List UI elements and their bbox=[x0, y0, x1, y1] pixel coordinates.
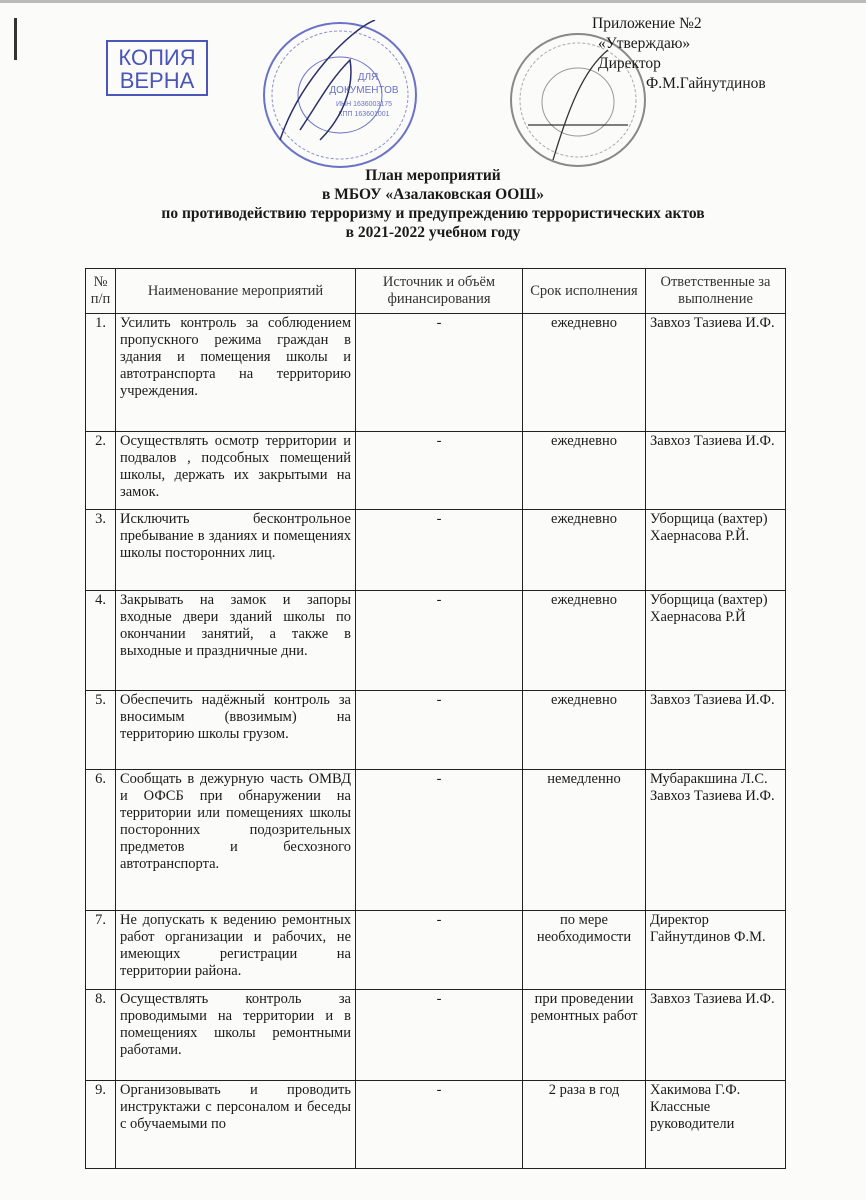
funding-source: - bbox=[356, 432, 523, 510]
deadline: ежедневно bbox=[523, 591, 646, 691]
table-row bbox=[86, 432, 786, 510]
row-number: 4. bbox=[86, 591, 116, 691]
title-line: по противодействию терроризму и предупреждению террористических актов bbox=[161, 205, 705, 222]
header-funding: Источник и объём финансирования bbox=[356, 269, 523, 314]
row-number: 5. bbox=[86, 691, 116, 770]
stamp-text: ВЕРНА bbox=[119, 68, 195, 93]
responsible-person: Завхоз Тазиева И.Ф. bbox=[646, 691, 786, 770]
measure-name: Обеспечить надёжный контроль за вносимым (ввозимым) на территорию школы грузом. bbox=[116, 691, 356, 770]
svg-text:КПП 163601001: КПП 163601001 bbox=[338, 111, 390, 118]
deadline: 2 раза в год bbox=[523, 1081, 646, 1169]
measure-name: Организовывать и проводить инструктажи с персоналом и беседы с обучаемыми по bbox=[116, 1081, 356, 1169]
table-row bbox=[86, 591, 786, 691]
header-name: Наименование мероприятий bbox=[116, 269, 356, 314]
measure-name: Осуществлять контроль за проводимыми на территории и в помещениях школы ремонтными работами. bbox=[116, 990, 356, 1081]
funding-source: - bbox=[356, 314, 523, 432]
svg-text:ИНН 1636003175: ИНН 1636003175 bbox=[335, 101, 393, 108]
deadline: ежедневно bbox=[523, 510, 646, 591]
funding-source: - bbox=[356, 510, 523, 591]
appendix-number: Приложение №2 bbox=[592, 15, 702, 32]
funding-source: - bbox=[356, 770, 523, 911]
school-seal-stamp-left bbox=[260, 20, 420, 170]
measure-name: Исключить бесконтрольное пребывание в зданиях и помещениях школы посторонних лиц. bbox=[116, 510, 356, 591]
header-term: Срок исполнения bbox=[523, 269, 646, 314]
table-row bbox=[86, 314, 786, 432]
row-number: 7. bbox=[86, 911, 116, 990]
measure-name: Не допускать к ведению ремонтных работ организации и рабочих, не имеющих регистрации на территории района. bbox=[116, 911, 356, 990]
measure-name: Осуществлять осмотр территории и подвалов , подсобных помещений школы, держать их закрытыми на замок. bbox=[116, 432, 356, 510]
approval-label: «Утверждаю» bbox=[598, 35, 691, 52]
table-row bbox=[86, 911, 786, 990]
header-responsible: Ответственные за выполнение bbox=[646, 269, 786, 314]
row-number: 2. bbox=[86, 432, 116, 510]
scan-mark bbox=[14, 18, 17, 60]
approval-block bbox=[592, 14, 766, 94]
responsible-person: Уборщица (вахтер) Хаернасова Р.Й. bbox=[646, 510, 786, 591]
stamp-text: КОПИЯ bbox=[118, 45, 196, 70]
deadline: немедленно bbox=[523, 770, 646, 911]
approver-position: Директор bbox=[598, 55, 661, 72]
measures-table bbox=[85, 268, 786, 1169]
deadline: ежедневно bbox=[523, 691, 646, 770]
scan-edge bbox=[0, 0, 866, 3]
responsible-person: Директор Гайнутдинов Ф.М. bbox=[646, 911, 786, 990]
svg-text:ДОКУМЕНТОВ: ДОКУМЕНТОВ bbox=[329, 85, 399, 96]
title-line: План мероприятий bbox=[365, 167, 501, 184]
deadline: ежедневно bbox=[523, 314, 646, 432]
funding-source: - bbox=[356, 1081, 523, 1169]
responsible-person: Завхоз Тазиева И.Ф. bbox=[646, 314, 786, 432]
deadline: при проведении ремонтных работ bbox=[523, 990, 646, 1081]
measure-name: Закрывать на замок и запоры входные двери зданий школы по окончании занятий, а также в выходные и праздничные дни. bbox=[116, 591, 356, 691]
responsible-person: Хакимова Г.Ф. Классные руководители bbox=[646, 1081, 786, 1169]
measure-name: Усилить контроль за соблюдением пропускного режима граждан в здания и помещения школы и автотранспорта на территорию учреждения. bbox=[116, 314, 356, 432]
measure-name: Сообщать в дежурную часть ОМВД и ОФСБ при обнаружении на территории или помещениях школы посторонних подозрительных предметов и бесхозного автотранспорта. bbox=[116, 770, 356, 911]
copy-verified-stamp bbox=[106, 40, 208, 96]
table-row bbox=[86, 510, 786, 591]
row-number: 9. bbox=[86, 1081, 116, 1169]
deadline: ежедневно bbox=[523, 432, 646, 510]
table-row bbox=[86, 1081, 786, 1169]
row-number: 6. bbox=[86, 770, 116, 911]
table-header-row bbox=[86, 269, 786, 314]
deadline: по мере необходимости bbox=[523, 911, 646, 990]
funding-source: - bbox=[356, 911, 523, 990]
approver-name: Ф.М.Гайнутдинов bbox=[646, 75, 766, 92]
document-title bbox=[0, 166, 866, 242]
header-number: № п/п bbox=[86, 269, 116, 314]
funding-source: - bbox=[356, 691, 523, 770]
funding-source: - bbox=[356, 990, 523, 1081]
row-number: 8. bbox=[86, 990, 116, 1081]
row-number: 1. bbox=[86, 314, 116, 432]
title-line: в 2021-2022 учебном году bbox=[345, 224, 521, 241]
responsible-person: Завхоз Тазиева И.Ф. bbox=[646, 990, 786, 1081]
table-row bbox=[86, 990, 786, 1081]
title-line: в МБОУ «Азалаковская ООШ» bbox=[321, 186, 545, 203]
table-row bbox=[86, 691, 786, 770]
table-row bbox=[86, 770, 786, 911]
responsible-person: Мубаракшина Л.С. Завхоз Тазиева И.Ф. bbox=[646, 770, 786, 911]
row-number: 3. bbox=[86, 510, 116, 591]
responsible-person: Завхоз Тазиева И.Ф. bbox=[646, 432, 786, 510]
responsible-person: Уборщица (вахтер) Хаернасова Р.Й bbox=[646, 591, 786, 691]
funding-source: - bbox=[356, 591, 523, 691]
svg-text:ДЛЯ: ДЛЯ bbox=[357, 72, 379, 83]
